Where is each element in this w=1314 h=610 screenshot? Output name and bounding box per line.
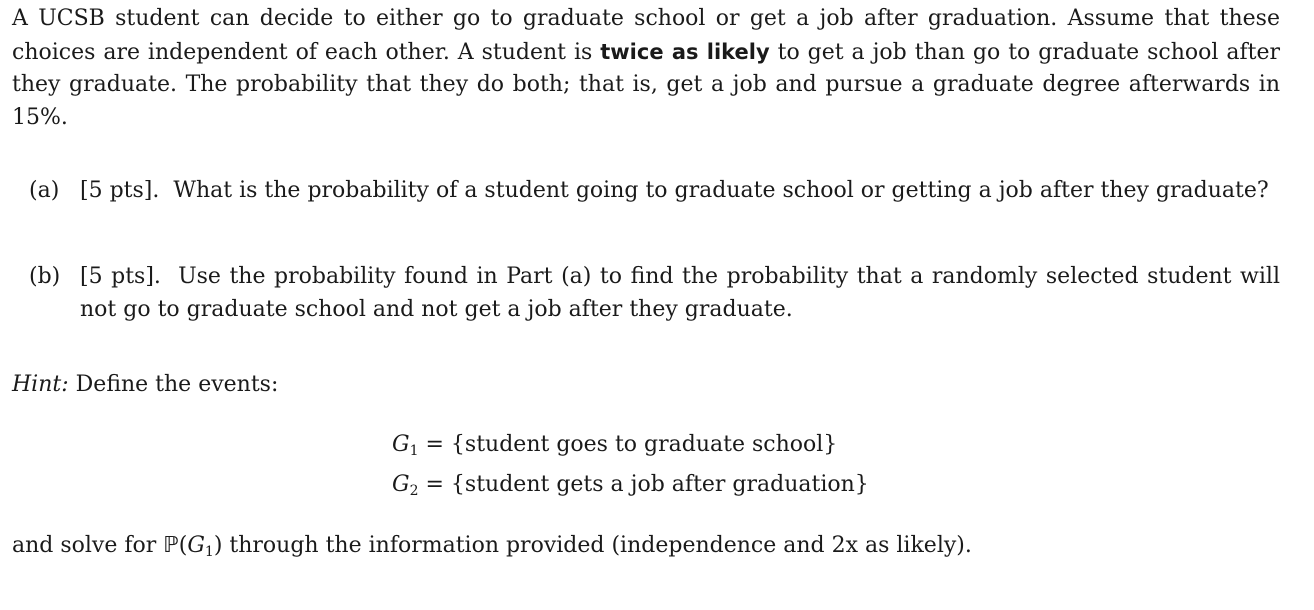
intro-emphasis: twice as likely bbox=[600, 39, 770, 64]
question-b-text: Use the probability found in Part (a) to find the probability that a randomly selected student will not go to graduate school and not get a job after they graduate. bbox=[80, 264, 1280, 322]
equation-g2-sub: 2 bbox=[409, 483, 419, 499]
question-a-text: What is the probability of a student going to graduate school or getting a job after they graduate? bbox=[173, 178, 1269, 203]
equation-g1-sub: 1 bbox=[409, 443, 419, 459]
equation-g2-var: G bbox=[392, 472, 410, 497]
hint-label: Hint: bbox=[12, 372, 69, 397]
closing-after: through the information provided (independence and 2x as likely). bbox=[222, 533, 972, 558]
hint bbox=[12, 369, 278, 402]
question-b-label: (b) bbox=[29, 264, 61, 289]
question-b-points: [5 pts]. bbox=[80, 264, 161, 289]
closing-sentence bbox=[12, 530, 972, 569]
equation-g2-rhs: = {student gets a job after graduation} bbox=[425, 472, 869, 497]
closing-var: G bbox=[187, 533, 205, 558]
equation-g1-rhs: = {student goes to graduate school} bbox=[425, 432, 838, 457]
probability-symbol: ℙ bbox=[163, 533, 179, 558]
equation-g1-var: G bbox=[392, 432, 410, 457]
closing-open-paren: ( bbox=[178, 533, 188, 558]
equation-g2 bbox=[392, 469, 869, 508]
question-a bbox=[29, 175, 1280, 208]
question-b bbox=[29, 261, 1280, 326]
question-a-points: [5 pts]. bbox=[80, 178, 160, 203]
question-a-label: (a) bbox=[29, 178, 60, 203]
intro-text-1: A UCSB student can decide to either go to graduate school or get a job after graduation. Assume that these choices are independent of each other. A student is bbox=[12, 6, 1280, 65]
closing-before: and solve for bbox=[12, 533, 164, 558]
closing-close-paren: ) bbox=[213, 533, 223, 558]
closing-sub: 1 bbox=[204, 544, 214, 560]
equation-g1 bbox=[392, 429, 837, 468]
hint-text: Define the events: bbox=[75, 372, 279, 397]
problem-intro bbox=[12, 3, 1280, 134]
intro-text-2: to get a job than go to graduate school after they graduate. The probability that they do both; that is, get a job and pursue a graduate degree afterwards in 15%. bbox=[12, 39, 1280, 130]
